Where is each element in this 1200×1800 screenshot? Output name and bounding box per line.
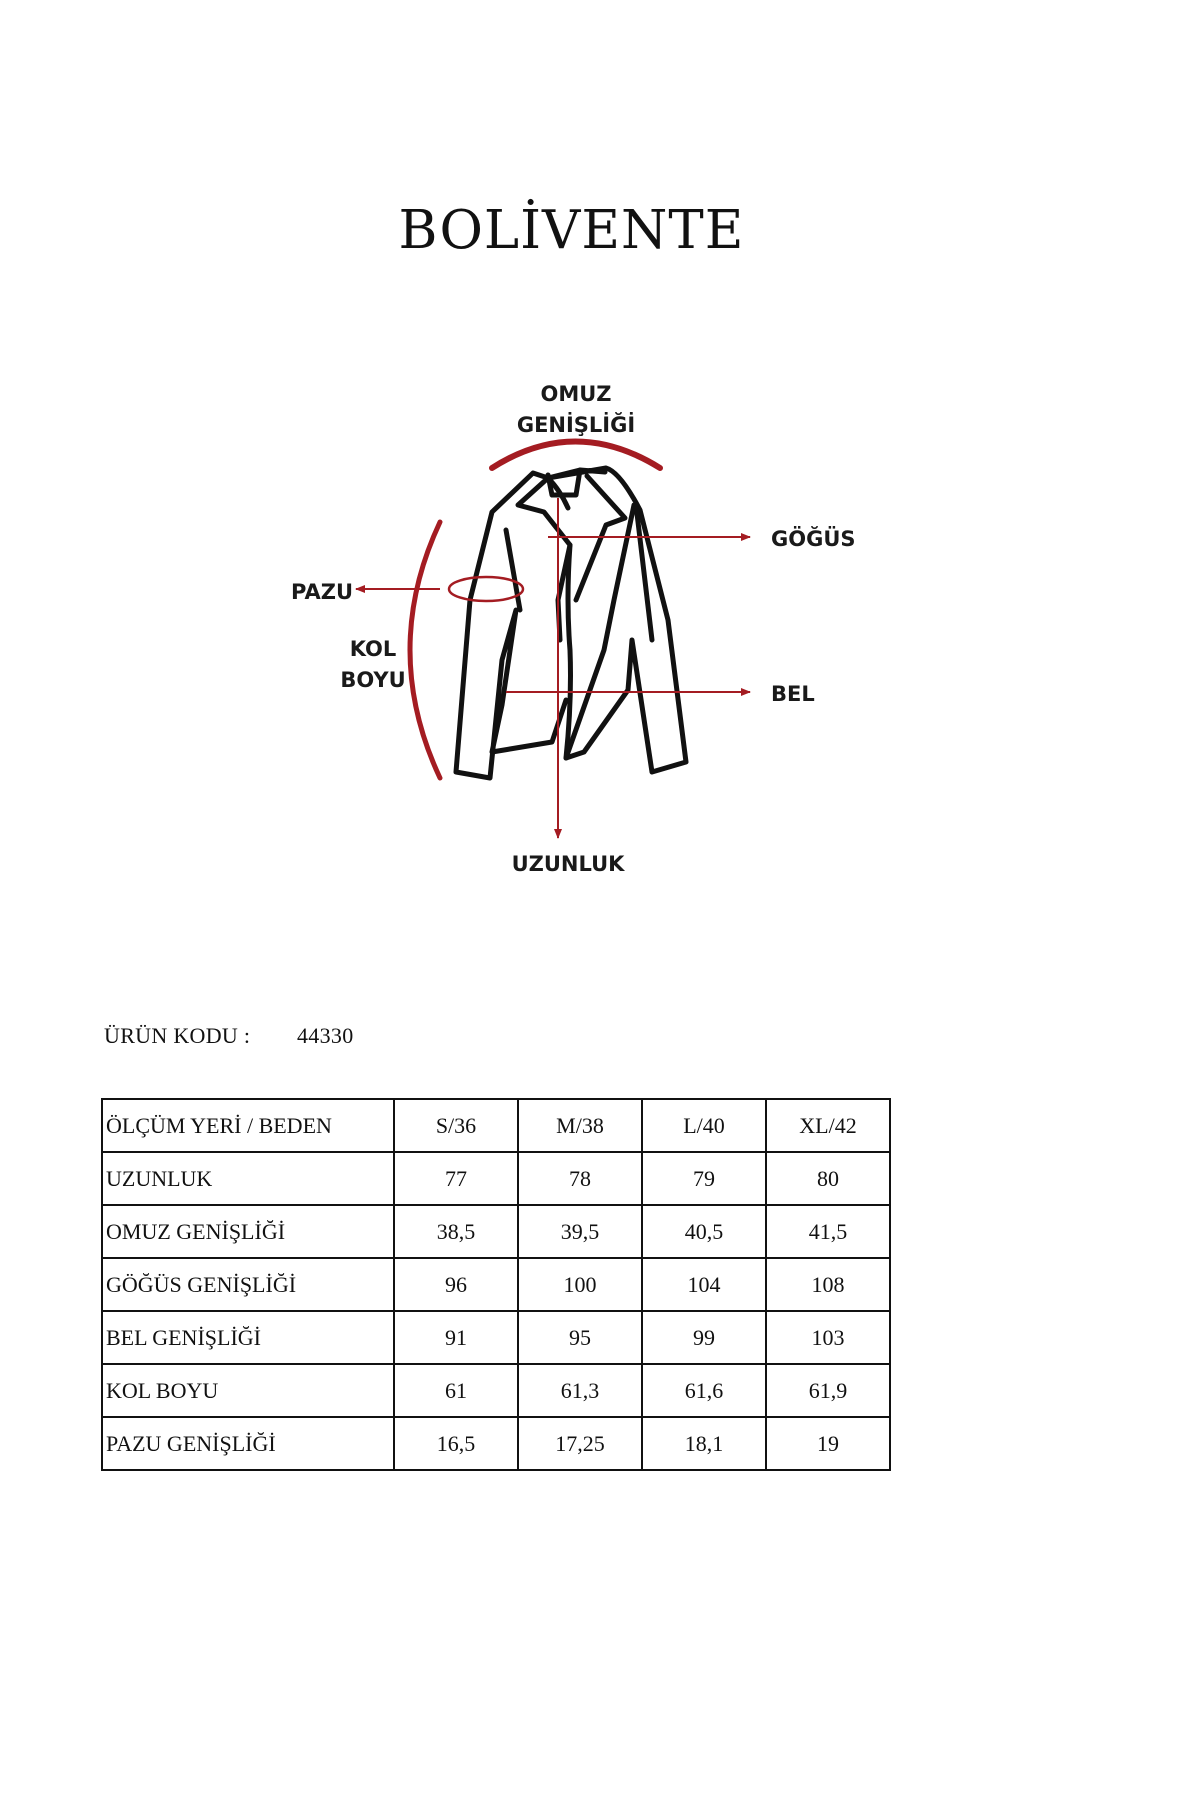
shoulder-label-line1: OMUZ <box>540 382 612 406</box>
table-cell: 19 <box>766 1417 890 1470</box>
bicep-label: PAZU <box>291 580 353 604</box>
shoulder-measure-arc <box>492 442 660 469</box>
product-code <box>104 1023 354 1049</box>
table-cell: 17,25 <box>518 1417 642 1470</box>
brand-logo: BOLİVENTE <box>398 200 745 261</box>
table-row <box>102 1258 890 1311</box>
shoulder-label-line2: GENİŞLİĞİ <box>516 413 636 437</box>
product-code-label: ÜRÜN KODU : <box>104 1023 251 1048</box>
sleeve-label-line2: BOYU <box>340 668 406 692</box>
table-cell: 104 <box>642 1258 766 1311</box>
table-cell: 108 <box>766 1258 890 1311</box>
table-cell: UZUNLUK <box>102 1152 394 1205</box>
table-cell: PAZU GENİŞLİĞİ <box>102 1417 394 1470</box>
table-cell: OMUZ GENİŞLİĞİ <box>102 1205 394 1258</box>
table-cell: 99 <box>642 1311 766 1364</box>
table-cell: 96 <box>394 1258 518 1311</box>
table-cell: 79 <box>642 1152 766 1205</box>
table-cell: 18,1 <box>642 1417 766 1470</box>
table-cell: 100 <box>518 1258 642 1311</box>
table-header-cell: ÖLÇÜM YERİ / BEDEN <box>102 1099 394 1152</box>
table-cell: KOL BOYU <box>102 1364 394 1417</box>
table-cell: 16,5 <box>394 1417 518 1470</box>
table-cell: 61,9 <box>766 1364 890 1417</box>
jacket-icon <box>456 468 686 778</box>
product-code-value: 44330 <box>297 1023 354 1048</box>
table-cell: 78 <box>518 1152 642 1205</box>
table-cell: 38,5 <box>394 1205 518 1258</box>
waist-label: BEL <box>771 682 815 706</box>
table-row <box>102 1205 890 1258</box>
table-header-cell: S/36 <box>394 1099 518 1152</box>
table-cell: 61 <box>394 1364 518 1417</box>
table-row <box>102 1311 890 1364</box>
table-cell: 91 <box>394 1311 518 1364</box>
table-cell: 95 <box>518 1311 642 1364</box>
table-cell: 61,3 <box>518 1364 642 1417</box>
table-cell: BEL GENİŞLİĞİ <box>102 1311 394 1364</box>
table-cell: 41,5 <box>766 1205 890 1258</box>
table-row <box>102 1364 890 1417</box>
table-header-cell: L/40 <box>642 1099 766 1152</box>
table-cell: 103 <box>766 1311 890 1364</box>
table-cell: 61,6 <box>642 1364 766 1417</box>
chest-label: GÖĞÜS <box>771 527 856 551</box>
sleeve-label-line1: KOL <box>349 637 397 661</box>
table-header-cell: XL/42 <box>766 1099 890 1152</box>
sleeve-length-arc <box>410 522 440 778</box>
table-cell: 39,5 <box>518 1205 642 1258</box>
table-cell: GÖĞÜS GENİŞLİĞİ <box>102 1258 394 1311</box>
bicep-measure-ellipse <box>449 577 523 601</box>
table-header-cell: M/38 <box>518 1099 642 1152</box>
size-chart-table <box>101 1098 891 1471</box>
table-row <box>102 1152 890 1205</box>
table-header-row <box>102 1099 890 1152</box>
table-cell: 77 <box>394 1152 518 1205</box>
length-label: UZUNLUK <box>511 852 625 876</box>
table-cell: 80 <box>766 1152 890 1205</box>
table-row <box>102 1417 890 1470</box>
table-cell: 40,5 <box>642 1205 766 1258</box>
